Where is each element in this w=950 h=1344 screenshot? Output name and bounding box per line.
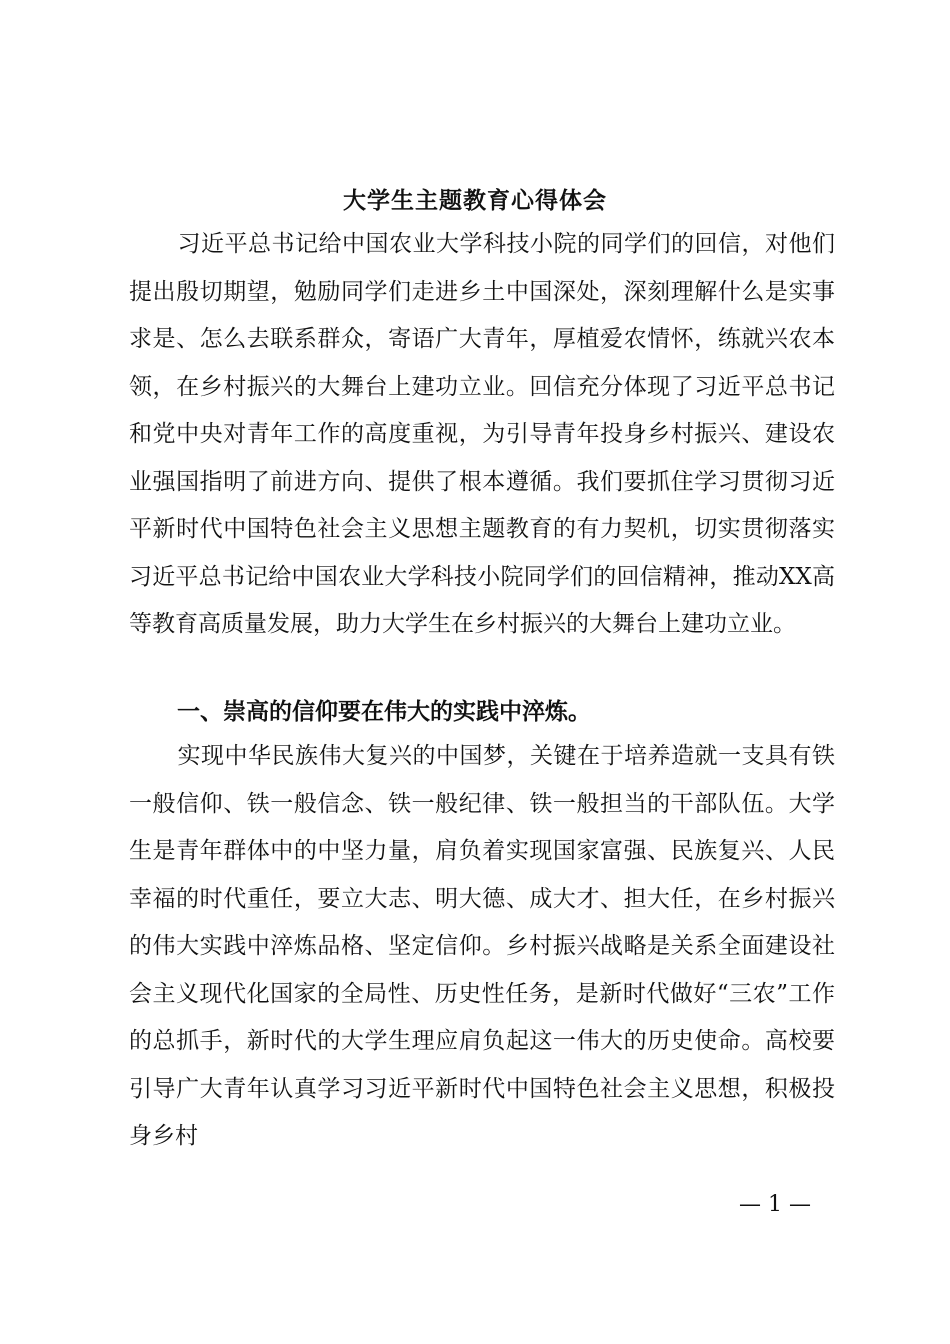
page-number: — 1 — (739, 1192, 811, 1217)
paragraph-intro-text: 习近平总书记给中国农业大学科技小院的同学们的回信，对他们提出殷切期望，勉励同学们走进乡土中国深处，深刻理解什么是实事求是、怎么去联系群众，寄语广大青年，厚植爱农情怀，练就兴农本领，在乡村振兴的大舞台上建功立业。回信充分体现了习近平总书记和党中央对青年工作的高度重视，为引导青年投身乡村振兴、建设农业强国指明了前进方向、提供了根本遵循。我们要抓住学习贯彻习近平新时代中国特色社会主义思想主题教育的有力契机，切实贯彻落实习近平总书记给中国农业大学科技小院同学们的回信精神，推动XX高等教育高质量发展，助力大学生在乡村振兴的大舞台上建功立业。 (129, 231, 835, 637)
document-title: 大学生主题教育心得体会 (343, 188, 607, 214)
section-heading-1: 一、崇高的信仰要在伟大的实践中淬炼。 (177, 699, 591, 725)
paragraph-section-1 (129, 733, 835, 1161)
paragraph-section-1-text: 实现中华民族伟大复兴的中国梦，关键在于培养造就一支具有铁一般信仰、铁一般信念、铁一般纪律、铁一般担当的干部队伍。大学生是青年群体中的中坚力量，肩负着实现国家富强、民族复兴、人民幸福的时代重任，要立大志、明大德、成大才、担大任，在乡村振兴的伟大实践中淬炼品格、坚定信仰。乡村振兴战略是关系全面建设社会主义现代化国家的全局性、历史性任务，是新时代做好“三农”工作的总抓手，新时代的大学生理应肩负起这一伟大的历史使命。高校要引导广大青年认真学习习近平新时代中国特色社会主义思想，积极投身乡村 (129, 743, 835, 1149)
paragraph-intro (129, 221, 835, 649)
